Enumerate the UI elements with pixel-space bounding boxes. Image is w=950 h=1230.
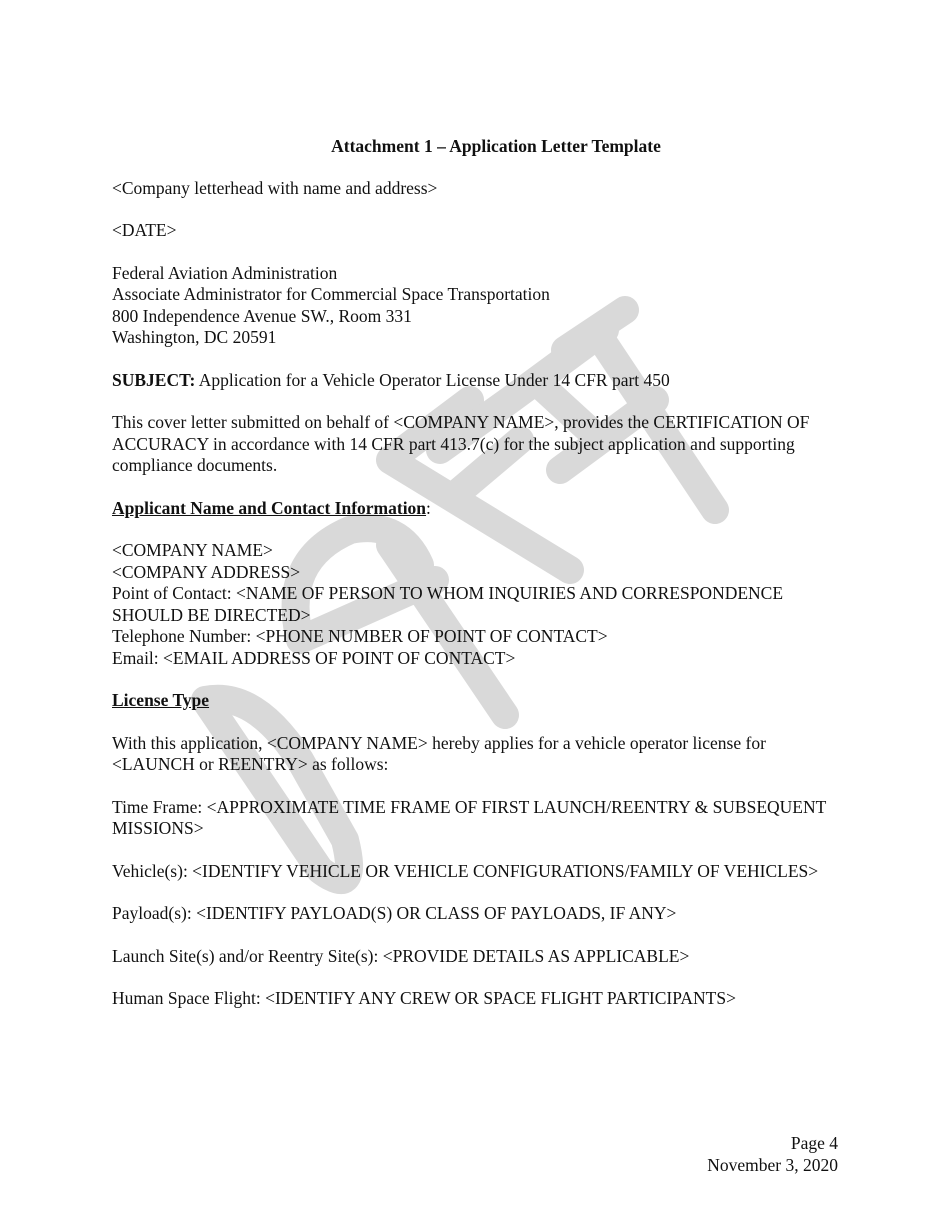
contact-heading: Applicant Name and Contact Information bbox=[112, 497, 427, 518]
letter-body bbox=[112, 136, 842, 1031]
contact-line: Email: <EMAIL ADDRESS OF POINT OF CONTACT> bbox=[112, 647, 516, 668]
footer-date: November 3, 2020 bbox=[707, 1154, 838, 1175]
address-line: 800 Independence Avenue SW., Room 331 bbox=[112, 305, 412, 326]
page-number: Page 4 bbox=[790, 1133, 838, 1153]
license-item: Human Space Flight: <IDENTIFY ANY CREW OR SPACE FLIGHT PARTICIPANTS> bbox=[112, 988, 736, 1008]
license-intro: With this application, <COMPANY NAME> hereby applies for a vehicle operator license for <LAUNCH or REENTRY> as follows: bbox=[112, 732, 766, 774]
address-line: Washington, DC 20591 bbox=[112, 327, 277, 347]
license-heading: License Type bbox=[112, 690, 210, 710]
contact-line: Telephone Number: <PHONE NUMBER OF POINT OF CONTACT> bbox=[112, 626, 608, 646]
cover-paragraph: This cover letter submitted on behalf of <COMPANY NAME>, provides the CERTIFICATION OF ACCURACY in accordance with 14 CFR part 413.7(c) for the subject application and supporting compliance documents. bbox=[112, 412, 810, 475]
subject-label: SUBJECT: bbox=[112, 369, 196, 390]
license-item: Launch Site(s) and/or Reentry Site(s): <PROVIDE DETAILS AS APPLICABLE> bbox=[112, 945, 690, 966]
contact-line: <COMPANY ADDRESS> bbox=[112, 561, 301, 582]
contact-heading-suffix: : bbox=[426, 497, 431, 518]
contact-details bbox=[112, 540, 842, 669]
subject-line bbox=[112, 370, 842, 392]
license-item: Vehicle(s): <IDENTIFY VEHICLE OR VEHICLE CONFIGURATIONS/FAMILY OF VEHICLES> bbox=[112, 860, 819, 881]
subject-text: Application for a Vehicle Operator License Under 14 CFR part 450 bbox=[195, 369, 670, 390]
license-heading-row bbox=[112, 690, 842, 712]
contact-line: Point of Contact: <NAME OF PERSON TO WHOM INQUIRIES AND CORRESPONDENCE SHOULD BE DIRECTED> bbox=[112, 583, 784, 625]
page-title: Attachment 1 – Application Letter Template bbox=[331, 136, 661, 156]
address-line: Federal Aviation Administration bbox=[112, 262, 338, 283]
license-item: Time Frame: <APPROXIMATE TIME FRAME OF FIRST LAUNCH/REENTRY & SUBSEQUENT MISSIONS> bbox=[112, 796, 827, 838]
recipient-address bbox=[112, 263, 842, 349]
date-placeholder: <DATE> bbox=[112, 220, 177, 240]
address-line: Associate Administrator for Commercial Space Transportation bbox=[112, 284, 550, 304]
contact-heading-row bbox=[112, 498, 842, 520]
letterhead-placeholder: <Company letterhead with name and address> bbox=[112, 177, 438, 198]
contact-line: <COMPANY NAME> bbox=[112, 540, 273, 560]
page-footer bbox=[707, 1133, 838, 1176]
license-item: Payload(s): <IDENTIFY PAYLOAD(S) OR CLASS OF PAYLOADS, IF ANY> bbox=[112, 903, 677, 923]
